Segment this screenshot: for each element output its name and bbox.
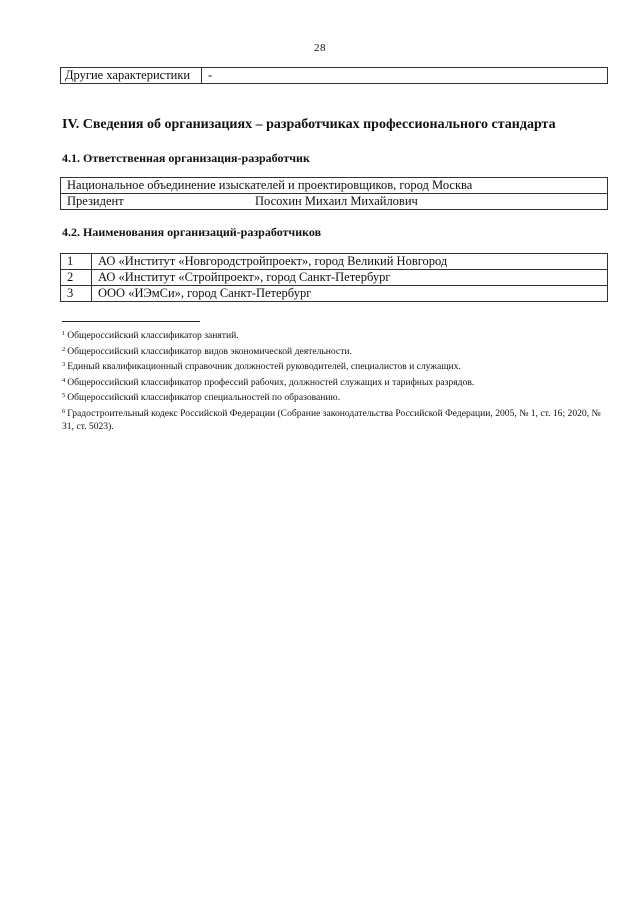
footnote-separator <box>62 321 200 322</box>
section-title: IV. Сведения об организациях – разработчиках профессионального стандарта <box>62 117 556 132</box>
footnote-mark: 3 <box>62 361 66 368</box>
footnote-mark: 6 <box>62 407 66 415</box>
footnote <box>62 389 612 405</box>
footnote <box>62 374 612 390</box>
developer-orgs-table <box>60 253 608 302</box>
footnote-text: Общероссийский классификатор занятий. <box>67 330 239 341</box>
table-row <box>61 270 608 286</box>
other-characteristics-table <box>60 67 608 84</box>
org-name: ООО «ИЭмСи», город Санкт-Петербург <box>92 286 608 302</box>
table-row <box>61 194 608 210</box>
org-name: АО «Институт «Стройпроект», город Санкт-Петербург <box>92 270 608 286</box>
footnote-text: Общероссийский классификатор профессий рабочих, должностей служащих и тарифных разрядов. <box>67 376 475 388</box>
head-role: Президент <box>67 194 124 208</box>
responsible-org-name: Национальное объединение изыскателей и проектировщиков, город Москва <box>61 178 608 194</box>
responsible-org-head <box>61 194 608 210</box>
footnote <box>62 358 612 374</box>
footnote-mark: 5 <box>62 392 66 399</box>
responsible-org-title: 4.1. Ответственная организация-разработчик <box>62 151 310 165</box>
footnote-text: Общероссийский классификатор видов экономической деятельности. <box>67 345 352 357</box>
row-number: 2 <box>61 270 92 286</box>
footnote <box>62 343 612 359</box>
footnote-text: Общероссийский классификатор специальностей по образованию. <box>67 392 341 403</box>
other-characteristics-label: Другие характеристики <box>61 68 202 84</box>
footnotes <box>62 327 612 434</box>
table-row <box>61 254 608 270</box>
footnote-mark: 2 <box>62 345 66 353</box>
page-number: 28 <box>314 42 326 54</box>
footnote <box>62 327 612 343</box>
footnote <box>62 405 612 434</box>
footnote-text: Градостроительный кодекс Российской Федерации (Собрание законодательства Российской Федерации, 2005, № 1, ст. 16; 2020, № 31, ст. 5023). <box>62 407 601 432</box>
row-number: 3 <box>61 286 92 302</box>
table-row <box>61 286 608 302</box>
footnote-mark: 1 <box>62 330 66 337</box>
row-number: 1 <box>61 254 92 270</box>
developer-orgs-title: 4.2. Наименования организаций-разработчиков <box>62 225 322 239</box>
head-person: Посохин Михаил Михайлович <box>255 194 418 208</box>
table-row <box>61 68 608 84</box>
footnote-text: Единый квалификационный справочник должностей руководителей, специалистов и служащих. <box>67 361 461 372</box>
footnote-mark: 4 <box>62 376 66 384</box>
org-name: АО «Институт «Новгородстройпроект», город Великий Новгород <box>92 254 608 270</box>
responsible-org-table <box>60 177 608 210</box>
table-row <box>61 178 608 194</box>
other-characteristics-value: - <box>202 68 608 84</box>
